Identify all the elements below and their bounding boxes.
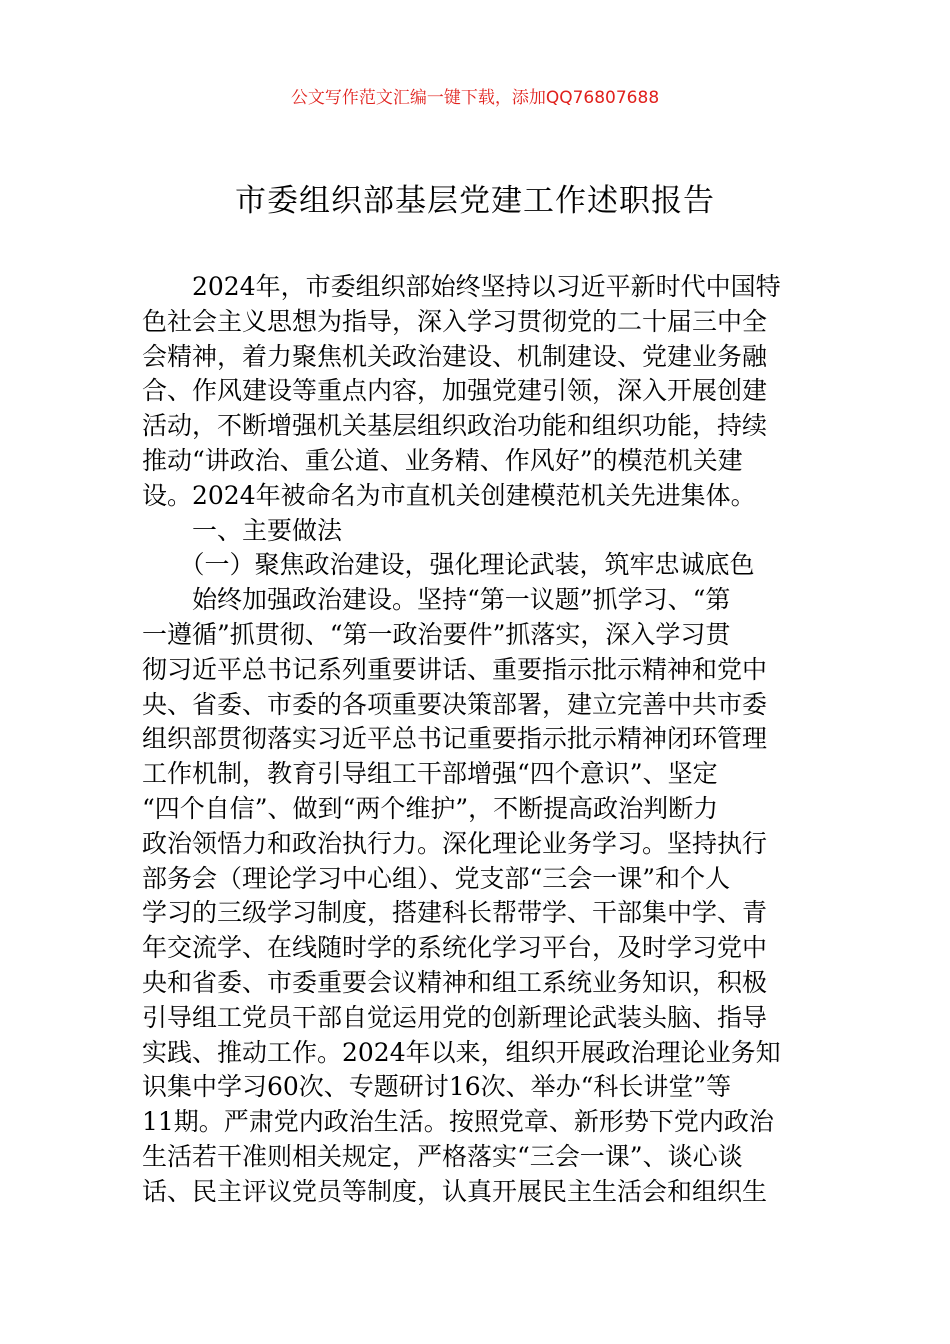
text-line: 年交流学、在线随时学的系统化学习平台，及时学习党中: [142, 933, 768, 963]
text-line: 识集中学习60次、专题研讨16次、举办“科长讲堂”等: [142, 1072, 732, 1102]
text-line: （一）聚焦政治建设，强化理论武装，筑牢忠诚底色: [142, 550, 755, 580]
text-line: 色社会主义思想为指导，深入学习贯彻党的二十届三中全: [142, 306, 768, 336]
text-line: 引导组工党员干部自觉运用党的创新理论武装头脑、指导: [142, 1002, 768, 1032]
text-line: 实践、推动工作。2024年以来，组织开展政治理论业务知: [142, 1037, 781, 1067]
text-line: 始终加强政治建设。坚持“第一议题”抓学习、“第: [142, 585, 731, 615]
text-line: “四个自信”、做到“两个维护”，不断提高政治判断力: [142, 793, 719, 823]
text-line: 会精神，着力聚焦机关政治建设、机制建设、党建业务融: [142, 341, 768, 371]
text-line: 话、民主评议党员等制度，认真开展民主生活会和组织生: [142, 1176, 768, 1206]
text-line: 2024年，市委组织部始终坚持以习近平新时代中国特: [142, 272, 781, 301]
text-line: 11期。严肃党内政治生活。按照党章、新形势下党内政治: [142, 1107, 774, 1137]
text-line: 学习的三级学习制度，搭建科长帮带学、干部集中学、青: [142, 898, 768, 928]
text-line: 生活若干准则相关规定，严格落实“三会一课”、谈心谈: [142, 1141, 743, 1171]
text-line: 一、主要做法: [142, 515, 343, 545]
text-line: 彻习近平总书记系列重要讲话、重要指示批示精神和党中: [142, 654, 768, 684]
text-line: 央、省委、市委的各项重要决策部署，建立完善中共市委: [142, 689, 768, 719]
text-line: 工作机制，教育引导组工干部增强“四个意识”、坚定: [142, 759, 718, 789]
text-line: 设。2024年被命名为市直机关创建模范机关先进集体。: [142, 480, 756, 510]
text-line: 推动“讲政治、重公道、业务精、作风好”的模范机关建: [142, 445, 743, 475]
text-line: 合、作风建设等重点内容，加强党建引领，深入开展创建: [142, 376, 768, 406]
text-line: 一遵循”抓贯彻、“第一政治要件”抓落实，深入学习贯: [142, 619, 731, 649]
text-line: 部务会（理论学习中心组）、党支部“三会一课”和个人: [142, 863, 731, 893]
report-body: [142, 270, 810, 1210]
page-title: 市委组织部基层党建工作述职报告: [235, 183, 715, 219]
text-line: 政治领悟力和政治执行力。深化理论业务学习。坚持执行: [142, 828, 768, 858]
text-line: 活动，不断增强机关基层组织政治功能和组织功能，持续: [142, 411, 768, 441]
text-line: 央和省委、市委重要会议精神和组工系统业务知识，积极: [142, 967, 768, 997]
download-banner[interactable]: 公文写作范文汇编一键下载，添加QQ76807688: [290, 88, 660, 108]
text-line: 组织部贯彻落实习近平总书记重要指示批示精神闭环管理: [142, 724, 768, 754]
